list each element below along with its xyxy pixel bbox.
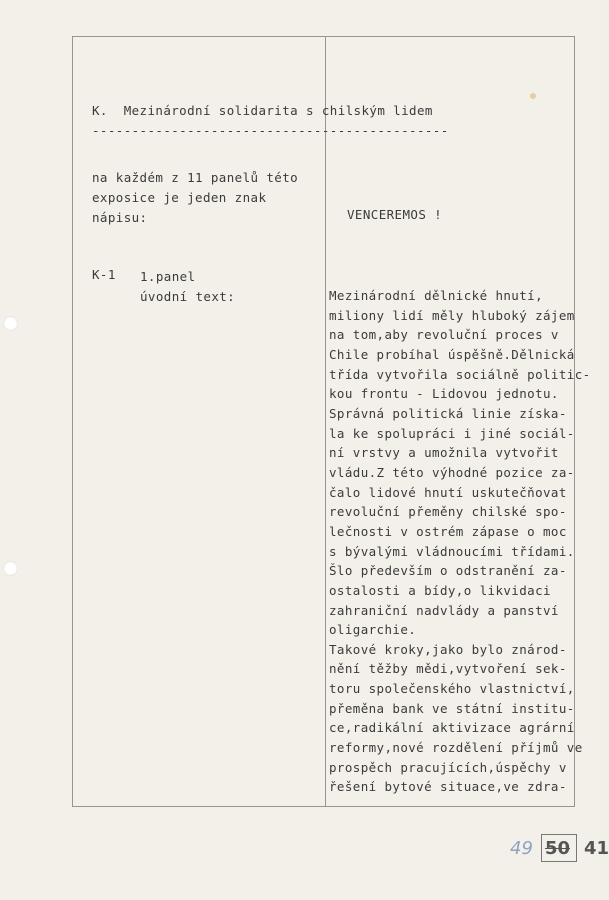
struck-page-number: 50 — [545, 838, 571, 859]
section-heading: K. Mezinárodní solidarita s chilským lidem — [92, 103, 433, 118]
motto-text: VENCEREMOS ! — [347, 207, 443, 222]
panel-body-text: Mezinárodní dělnické hnutí, miliony lidí měly hluboký zájem na tom,aby revoluční proces v Chile probíhal úspěšně.Dělnická třída vytvořila sociálně politic- kou frontu - Lidovou jednotu. Správná politická linie získa- la ke spolupráci i jiné sociál- ní vrstvy a umožnila vytvořit vládu.Z této výhodné pozice za- čalo lidové hnutí uskutečňovat revoluční přeměny chilské spo- lečnosti v ostrém zápase o moc s bývalými vládnoucími třídami. Šlo především o odstranění za- ostalosti a bídy,o likvidaci zahraniční nadvlády a panství oligarchie. Takové kroky,jako bylo znárod- nění těžby mědi,vytvoření sek- toru společenského vlastnictví, přeměna bank ve státní institu- ce,radikální aktivizace agrární reformy,nové rozdělení příjmů ve prospěch pracujících,úspěchy v řešení bytové situace,ve zdra- — [329, 288, 591, 795]
panel-label: 1.panel úvodní text: — [140, 269, 236, 304]
item-code: K-1 — [92, 267, 116, 282]
paper-stain — [530, 93, 536, 99]
handwritten-page-number: 49 — [510, 838, 533, 859]
column-divider — [325, 36, 326, 807]
intro-text: na každém z 11 panelů této exposice je jeden znak nápisu: — [92, 170, 299, 225]
heading-underline: --------------------------------------------- — [92, 123, 449, 138]
page-number: 41 — [584, 838, 609, 859]
punch-hole — [3, 316, 18, 331]
punch-hole — [3, 561, 18, 576]
